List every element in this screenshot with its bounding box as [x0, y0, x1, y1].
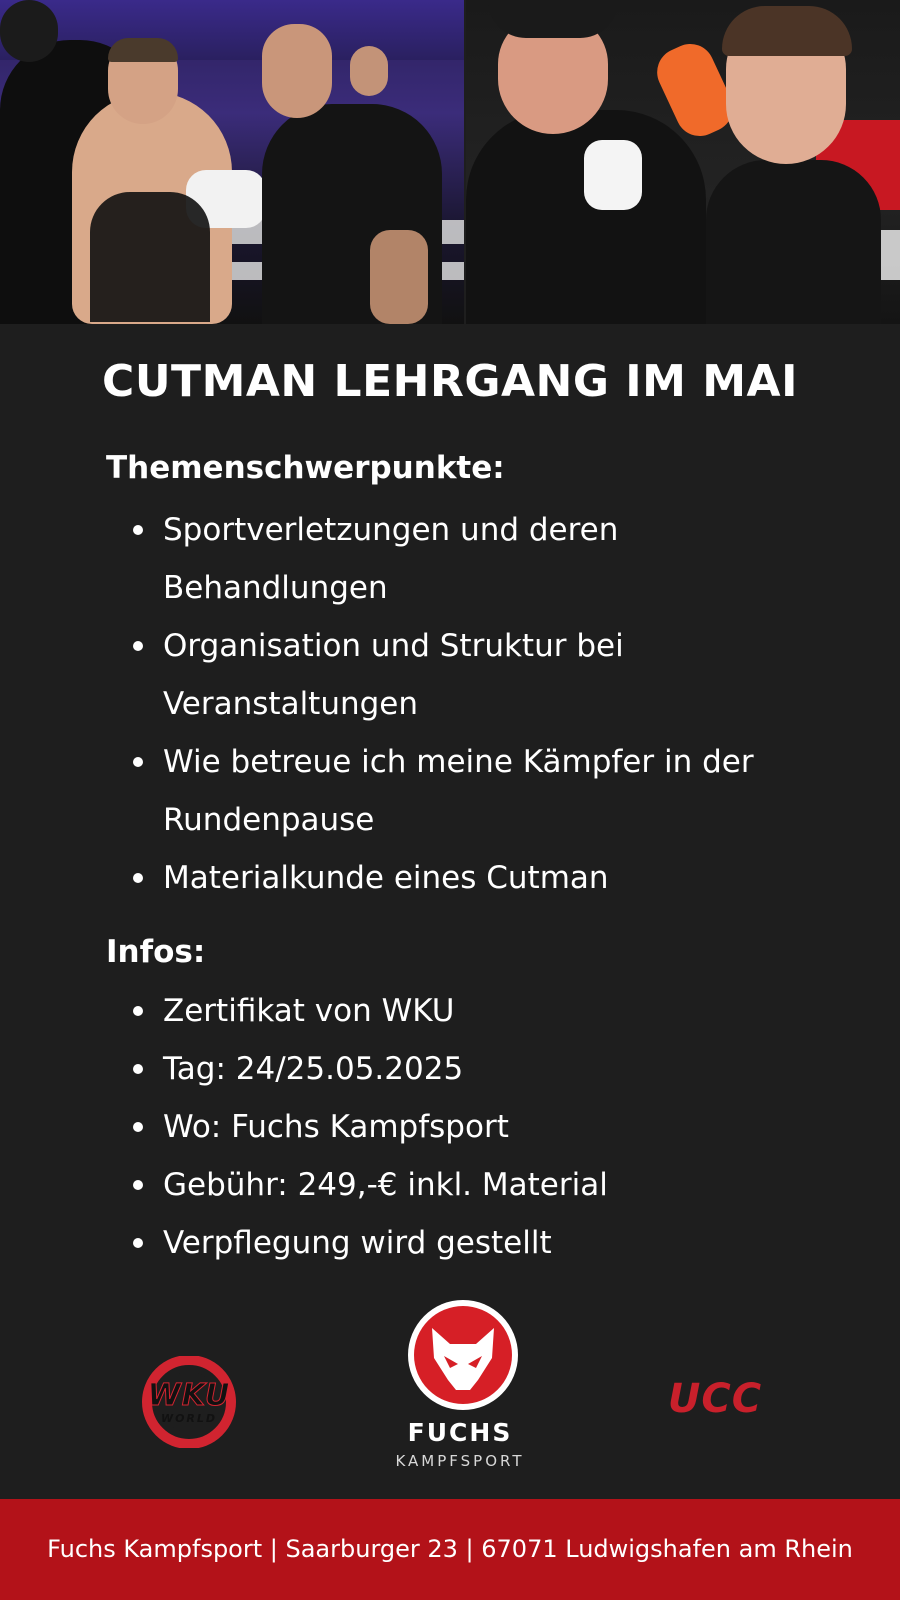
list-item-line: Organisation und Struktur bei [163, 628, 624, 664]
photo-cutman-fighter [466, 0, 900, 324]
list-item-line: Behandlungen [163, 570, 388, 606]
ucc-logo: UCC [667, 1376, 763, 1422]
list-item: Wo: Fuchs Kampfsport [106, 1098, 826, 1156]
infos-heading: Infos: [106, 934, 206, 970]
page-title: CUTMAN LEHRGANG IM MAI [102, 356, 798, 407]
wku-logo-text: WKU [147, 1378, 231, 1413]
footer-address: Fuchs Kampfsport | Saarburger 23 | 67071 Ludwigshafen am Rhein [47, 1535, 853, 1563]
wku-logo-subtext: WORLD [160, 1412, 218, 1425]
fuchs-logo-subtext: KAMPFSPORT [395, 1452, 525, 1470]
list-item-line: Wie betreue ich meine Kämpfer in der [163, 744, 754, 780]
list-item: Zertifikat von WKU [106, 982, 826, 1040]
partner-logos [0, 1300, 900, 1500]
fox-head-icon [380, 1300, 540, 1412]
list-item-line: Rundenpause [163, 802, 375, 838]
topics-heading: Themenschwerpunkte: [106, 450, 505, 486]
list-item-line: Veranstaltungen [163, 686, 419, 722]
infos-list [106, 982, 826, 1272]
fuchs-logo [380, 1300, 540, 1472]
list-item: Verpflegung wird gestellt [106, 1214, 826, 1272]
list-item [106, 501, 826, 617]
list-item [106, 617, 826, 733]
footer-bar [0, 1499, 900, 1600]
topics-list [106, 501, 826, 907]
list-item [106, 849, 826, 907]
list-item-line: Materialkunde eines Cutman [163, 860, 609, 896]
list-item-line: Sportverletzungen und deren [163, 512, 619, 548]
fuchs-logo-name: FUCHS [407, 1418, 513, 1447]
list-item [106, 733, 826, 849]
wku-logo [126, 1356, 252, 1448]
header-photos [0, 0, 900, 324]
list-item: Tag: 24/25.05.2025 [106, 1040, 826, 1098]
list-item: Gebühr: 249,-€ inkl. Material [106, 1156, 826, 1214]
photo-cornermen-fighter [0, 0, 464, 324]
